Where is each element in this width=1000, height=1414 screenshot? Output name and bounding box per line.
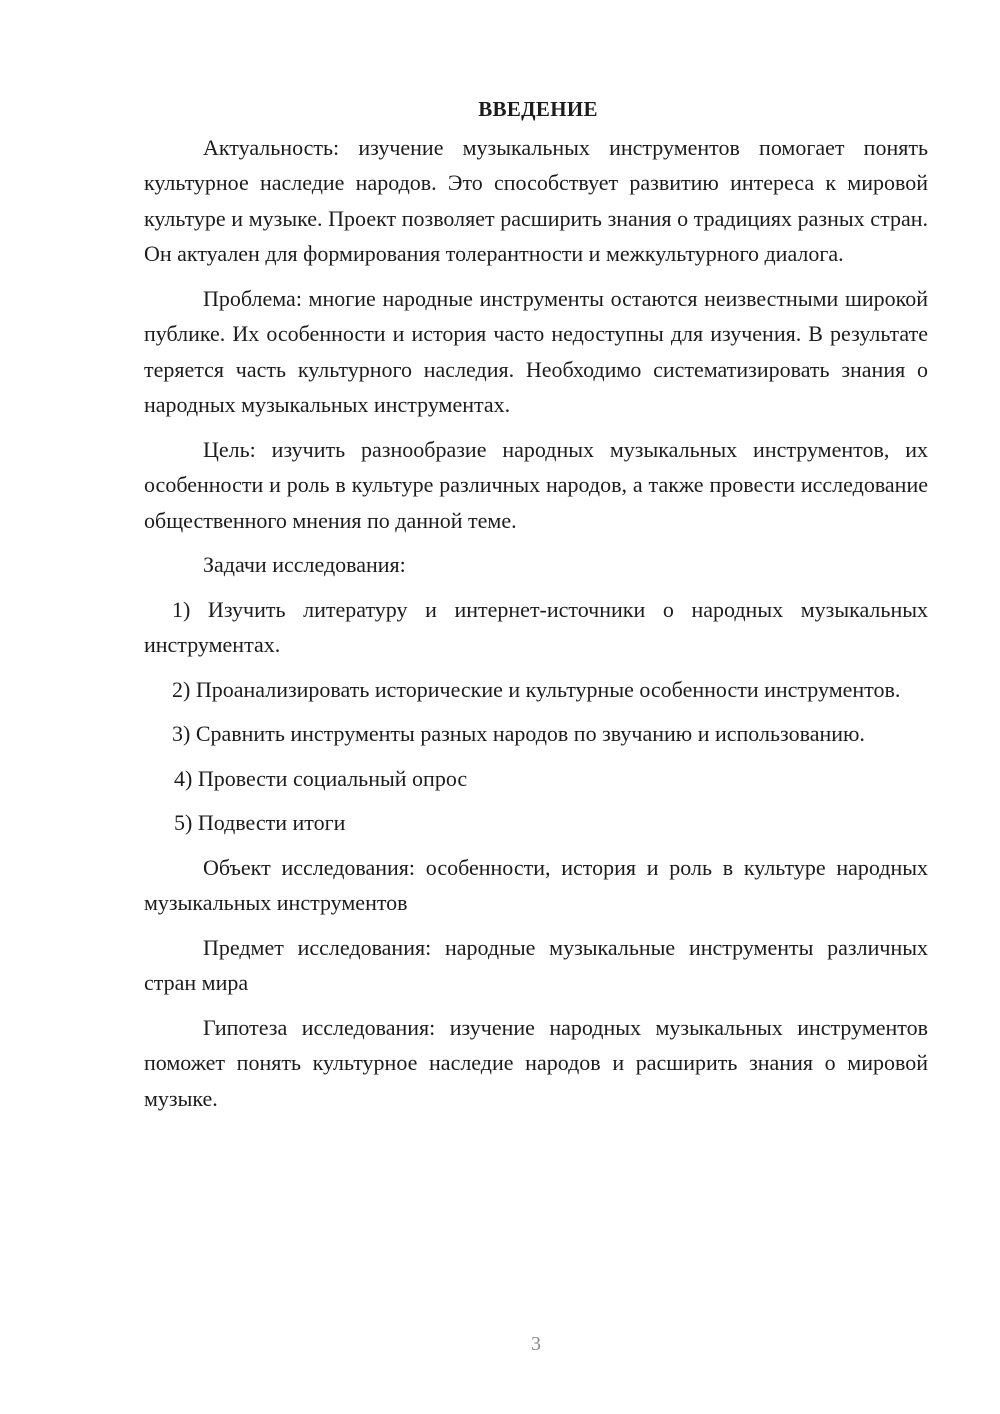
task-item-3: 3) Сравнить инструменты разных народов по звучанию и использованию.	[172, 721, 865, 746]
relevance-paragraph: Актуальность: изучение музыкальных инструментов помогает понять культурное наследие народов. Это способствует развитию интереса к мировой культуре и музыке. Проект позволяет расширить знания о традициях разных стран. Он актуален для формирования толерантности и межкультурного диалога.	[144, 134, 928, 266]
problem-paragraph: Проблема: многие народные инструменты остаются неизвестными широкой публике. Их особенности и история часто недоступны для изучения. В результате теряется часть культурного наследия. Необходимо систематизировать знания о народных музыкальных инструментах.	[144, 285, 928, 417]
section-heading: ВВЕДЕНИЕ	[478, 97, 598, 121]
task-item-5: 5) Подвести итоги	[174, 810, 346, 835]
document-body	[144, 92, 928, 1125]
subject-paragraph: Предмет исследования: народные музыкальные инструменты различных стран мира	[144, 934, 928, 995]
task-item-1: 1) Изучить литературу и интернет-источники о народных музыкальных инструментах.	[144, 596, 928, 657]
tasks-title: Задачи исследования:	[203, 552, 406, 577]
task-item-4: 4) Провести социальный опрос	[174, 765, 468, 791]
hypothesis-paragraph: Гипотеза исследования: изучение народных музыкальных инструментов поможет понять культурное наследие народов и расширить знания о мировой музыке.	[144, 1014, 928, 1111]
page-number: 3	[531, 1333, 541, 1355]
goal-paragraph: Цель: изучить разнообразие народных музыкальных инструментов, их особенности и роль в культуре различных народов, а также провести исследование общественного мнения по данной теме.	[144, 436, 928, 533]
task-item-2: 2) Проанализировать исторические и культурные особенности инструментов.	[172, 676, 901, 702]
object-paragraph: Объект исследования: особенности, история и роль в культуре народных музыкальных инструментов	[144, 854, 928, 915]
